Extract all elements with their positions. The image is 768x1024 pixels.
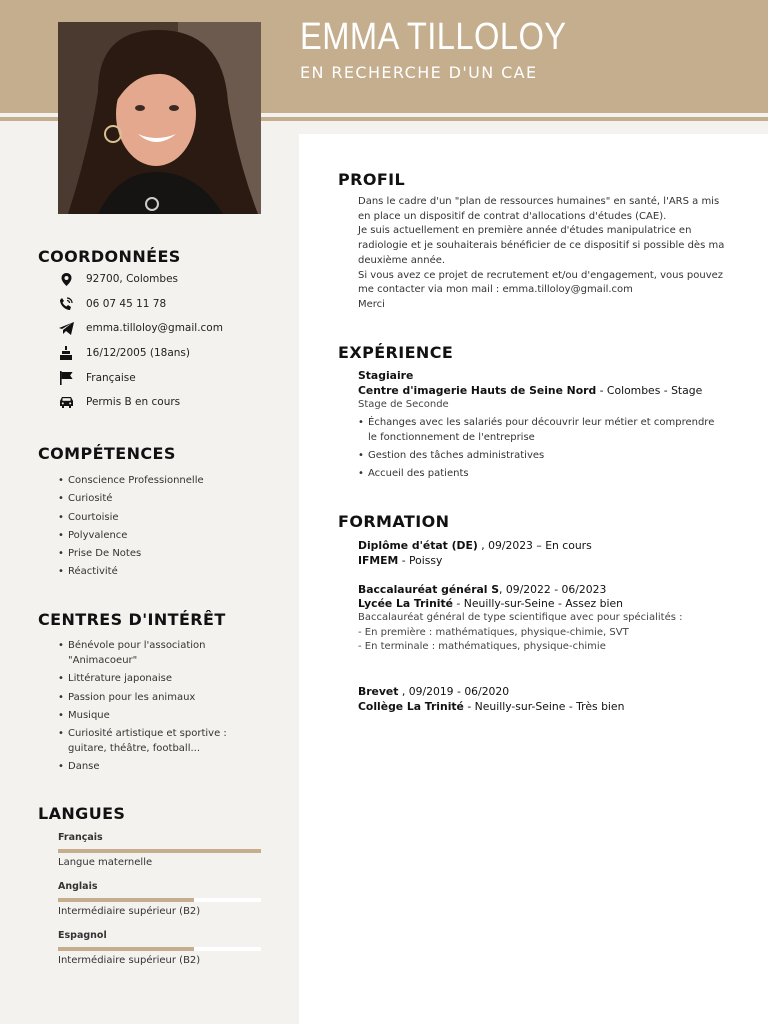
education-school <box>358 700 728 713</box>
interests-list <box>58 638 248 778</box>
degree-name: Baccalauréat général S <box>358 583 500 596</box>
language-level-track <box>58 947 261 951</box>
degree-name: Brevet <box>358 685 399 698</box>
school-name: Collège La Trinité <box>358 700 464 713</box>
contact-phone <box>58 292 278 317</box>
list-item: • Passion pour les animaux <box>58 690 248 705</box>
contact-email <box>58 316 278 341</box>
education-detail-line: - En terminale : mathématiques, physique-chimie <box>358 641 606 653</box>
language-name: Espagnol <box>58 930 107 941</box>
list-item: • Prise De Notes <box>58 546 268 561</box>
profile-line: Je suis actuellement en première année d'études manipulatrice en radiologie et je souhaiterais bénéficier de ce dispositif si possible dès ma deuxième année. <box>358 225 725 266</box>
flag-icon <box>58 371 74 385</box>
language-level-bar <box>58 849 261 853</box>
school-name: Lycée La Trinité <box>358 597 453 610</box>
education-school <box>358 597 728 610</box>
experience-company <box>358 384 728 397</box>
experience-role-text: Stagiaire <box>358 369 414 382</box>
contact-birthdate-text: 16/12/2005 (18ans) <box>86 347 190 360</box>
language-level-bar <box>58 947 194 951</box>
degree-name: Diplôme d'état (DE) <box>358 539 478 552</box>
school-place: - Neuilly-sur-Seine - Assez bien <box>453 597 623 610</box>
birthday-cake-icon <box>58 346 74 360</box>
phone-icon <box>58 297 74 311</box>
experience-role <box>358 369 728 382</box>
language-name: Français <box>58 832 103 843</box>
list-item: • Musique <box>58 708 248 723</box>
list-item: • Bénévole pour l'association "Animacoeur" <box>58 638 248 668</box>
education-detail-line: Baccalauréat général de type scientifique avec pour spécialités : <box>358 612 683 623</box>
languages-section-title: LANGUES <box>38 804 126 823</box>
education-degree <box>358 539 728 552</box>
list-item: • Curiosité artistique et sportive : guitare, théâtre, football... <box>58 726 248 756</box>
interests-section-title: CENTRES D'INTÉRÊT <box>38 610 226 629</box>
portrait-image <box>58 22 261 214</box>
list-item: • Échanges avec les salariés pour découvrir leur métier et comprendre le fonctionnement de l'entreprise <box>358 416 726 445</box>
contact-list <box>58 267 278 415</box>
language-item <box>58 881 261 924</box>
contact-address-text: 92700, Colombes <box>86 273 178 286</box>
profile-photo <box>58 22 261 214</box>
experience-section-title: EXPÉRIENCE <box>338 343 454 362</box>
degree-dates: , 09/2023 – En cours <box>477 539 592 552</box>
list-item: • Accueil des patients <box>358 467 726 482</box>
profile-line: Si vous avez ce projet de recrutement et/ou d'engagement, vous pouvez me contacter via mon mail : emma.tilloloy@gmail.com <box>358 269 724 296</box>
profile-text <box>358 195 730 313</box>
profile-line: Merci <box>358 298 385 310</box>
school-place: - Poissy <box>398 554 443 567</box>
education-detail-line: - En première : mathématiques, physique-chimie, SVT <box>358 626 629 638</box>
list-item: • Courtoisie <box>58 510 268 525</box>
education-school <box>358 554 728 567</box>
degree-dates: , 09/2022 - 06/2023 <box>499 583 607 596</box>
degree-dates: , 09/2019 - 06/2020 <box>398 685 510 698</box>
language-level-text: Intermédiaire supérieur (B2) <box>58 906 201 917</box>
language-item <box>58 832 261 875</box>
contact-section-title: COORDONNÉES <box>38 247 181 266</box>
language-level-text: Intermédiaire supérieur (B2) <box>58 955 201 966</box>
list-item: • Conscience Professionnelle <box>58 473 268 488</box>
skills-section-title: COMPÉTENCES <box>38 444 176 463</box>
contact-birthdate <box>58 341 278 366</box>
language-level-track <box>58 898 261 902</box>
language-name: Anglais <box>58 881 98 892</box>
language-level-track <box>58 849 261 853</box>
experience-company-name: Centre d'imagerie Hauts de Seine Nord <box>358 384 597 397</box>
candidate-name: EMMA TILLOLOY <box>300 16 567 58</box>
car-icon <box>58 395 74 409</box>
contact-license <box>58 390 278 415</box>
contact-address <box>58 267 278 292</box>
contact-email-text: emma.tilloloy@gmail.com <box>86 322 223 335</box>
location-pin-icon <box>58 272 74 286</box>
education-section-title: FORMATION <box>338 512 450 531</box>
school-place: - Neuilly-sur-Seine - Très bien <box>463 700 625 713</box>
language-level-bar <box>58 898 194 902</box>
language-list <box>58 832 261 973</box>
experience-location: - Colombes - Stage <box>596 384 703 397</box>
send-icon <box>58 321 74 335</box>
candidate-subtitle: EN RECHERCHE D'UN CAE <box>300 63 538 82</box>
list-item: • Polyvalence <box>58 528 268 543</box>
experience-tasks <box>358 416 726 485</box>
experience-detail: Stage de Seconde <box>358 399 449 410</box>
profile-section-title: PROFIL <box>338 170 406 189</box>
skills-list <box>58 473 268 583</box>
list-item: • Gestion des tâches administratives <box>358 449 726 464</box>
education-details <box>358 611 682 655</box>
list-item: • Danse <box>58 759 248 774</box>
language-level-text: Langue maternelle <box>58 857 153 868</box>
language-item <box>58 930 261 973</box>
contact-nationality <box>58 365 278 390</box>
contact-phone-text: 06 07 45 11 78 <box>86 297 167 310</box>
contact-license-text: Permis B en cours <box>86 396 181 409</box>
education-degree <box>358 583 728 596</box>
contact-nationality-text: Française <box>86 371 136 384</box>
education-degree <box>358 685 728 698</box>
profile-line: Dans le cadre d'un "plan de ressources humaines" en santé, l'ARS a mis en place un dispositif de contrat d'allocations d'études (CAE). <box>358 196 720 222</box>
list-item: • Littérature japonaise <box>58 671 248 686</box>
list-item: • Réactivité <box>58 564 268 579</box>
school-name: IFMEM <box>358 554 399 567</box>
list-item: • Curiosité <box>58 491 268 506</box>
